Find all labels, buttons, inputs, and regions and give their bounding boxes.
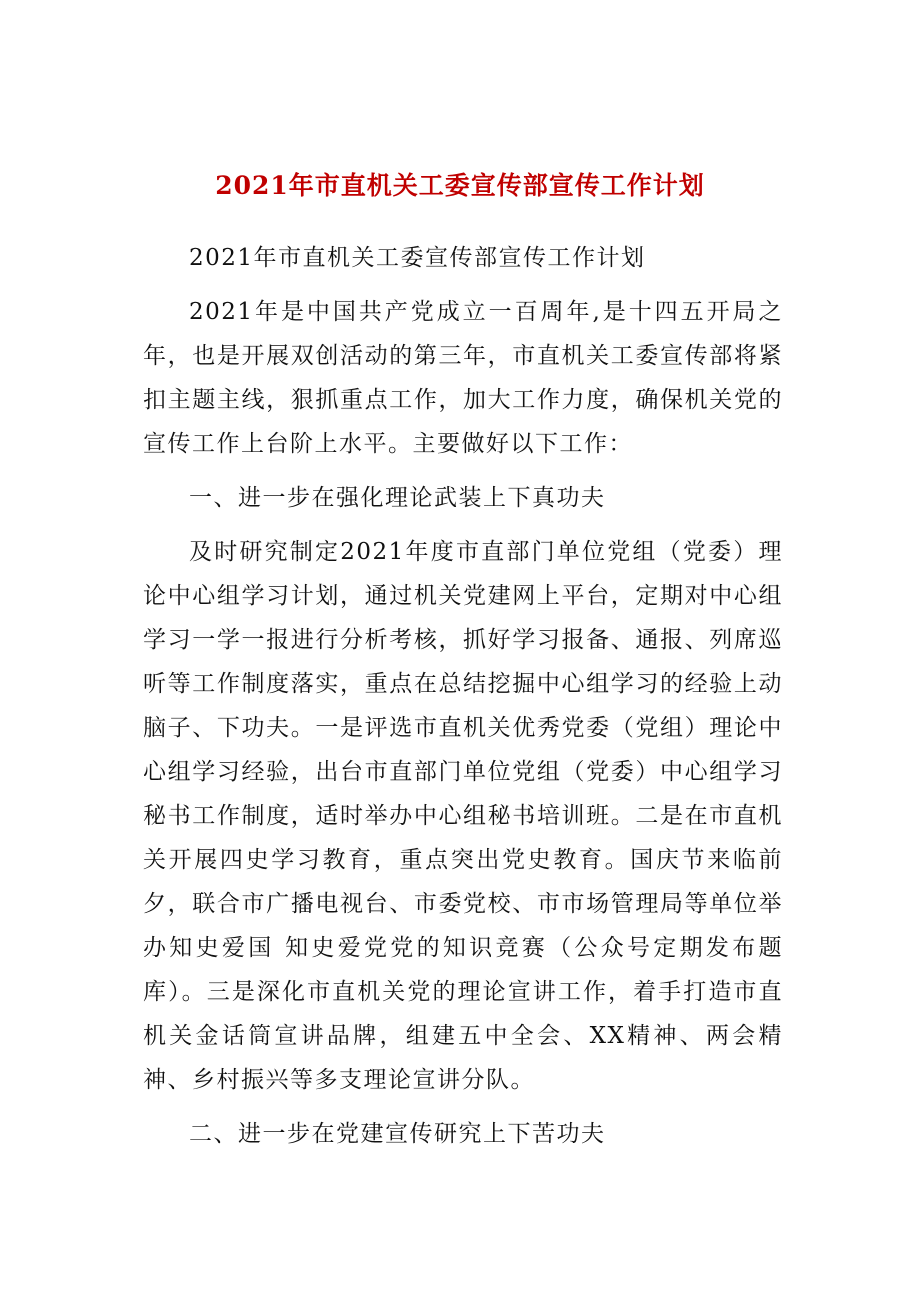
document-title: 2021年市直机关工委宣传部宣传工作计划 [215, 171, 705, 200]
section-heading-2: 二、进一步在党建宣传研究上下苦功夫 [189, 1121, 606, 1147]
intro-paragraph: 2021年是中国共产党成立一百周年,是十四五开局之年，也是开展双创活动的第三年，市直机关工委宣传部将紧扣主题主线，狠抓重点工作，加大工作力度，确保机关党的宣传工作上台阶上水平。主要做好以下工作： [143, 299, 783, 457]
section-body-1: 及时研究制定2021年度市直部门单位党组（党委）理论中心组学习计划，通过机关党建网上平台，定期对中心组学习一学一报进行分析考核，抓好学习报备、通报、列席巡听等工作制度落实，重点在总结挖掘中心组学习的经验上动脑子、下功夫。一是评选市直机关优秀党委（党组）理论中心组学习经验，出台市直部门单位党组（党委）中心组学习秘书工作制度，适时举办中心组秘书培训班。二是在市直机关开展四史学习教育，重点突出党史教育。国庆节来临前夕，联合市广播电视台、市委党校、市市场管理局等单位举办知史爱国 知史爱党党的知识竞赛（公众号定期发布题库）。三是深化市直机关党的理论宣讲工作，着手打造市直机关金话筒宣讲品牌，组建五中全会、XX精神、两会精神、乡村振兴等多支理论宣讲分队。 [143, 539, 783, 1093]
document-body [143, 236, 783, 1156]
section-heading-1: 一、进一步在强化理论武装上下真功夫 [189, 485, 606, 511]
subtitle-paragraph: 2021年市直机关工委宣传部宣传工作计划 [189, 245, 646, 271]
